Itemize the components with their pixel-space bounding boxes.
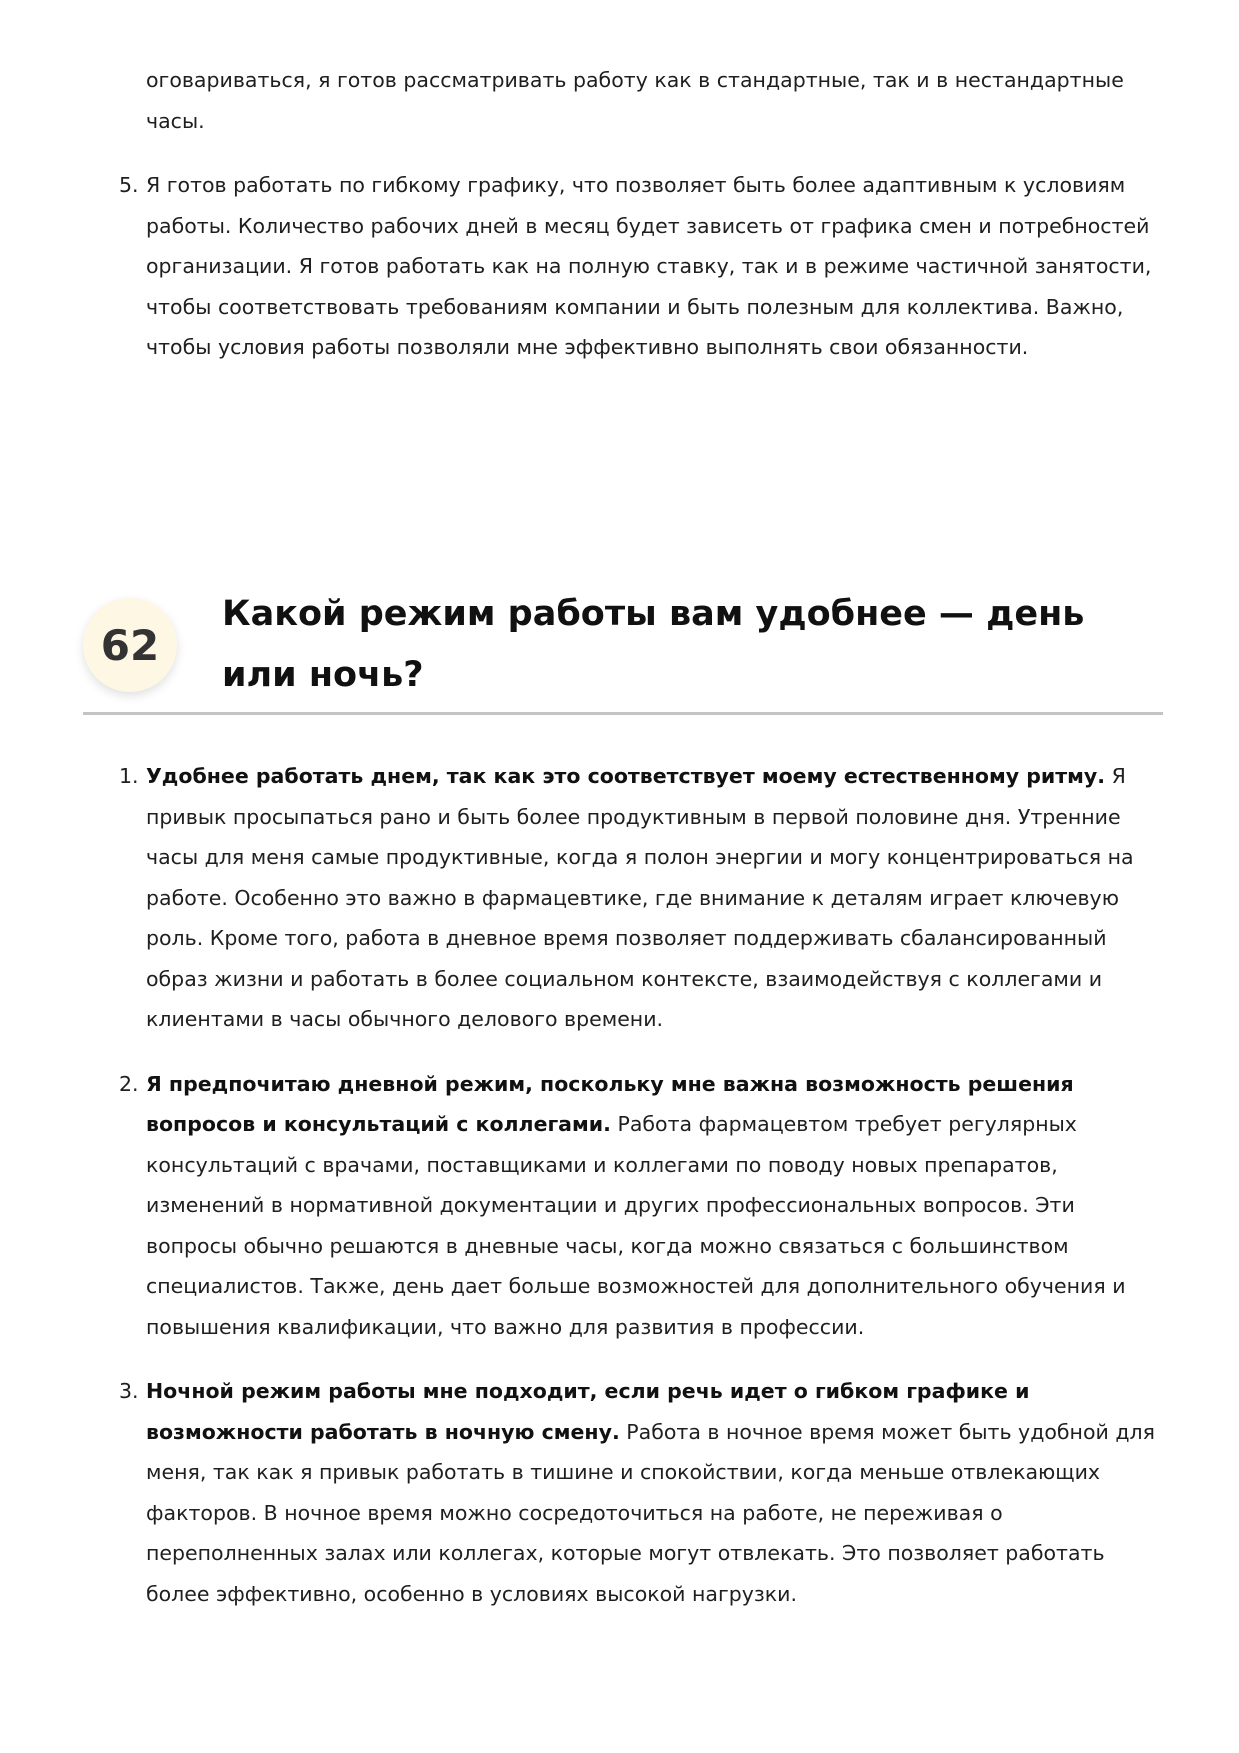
divider: [83, 712, 1163, 715]
question-title: Какой режим работы вам удобнее — день или ночь?: [222, 594, 1085, 695]
list-item: [119, 1064, 1168, 1348]
item-text: Я готов работать по гибкому графику, что позволяет быть более адаптивным к условиям работы. Количество рабочих дней в месяц будет зависеть от графика смен и потребностей организации. Я готов работать как на полную ставку, так и в режиме частичной занятости, чтобы соответствовать требованиям компании и быть полезным для коллектива. Важно, чтобы условия работы позволяли мне эффективно выполнять свои обязанности.: [146, 173, 1152, 359]
item-lead: Ночной режим работы мне подходит, если речь идет о гибком графике и возможности работать в ночную смену.: [146, 1379, 1030, 1444]
item-number: 3.: [119, 1379, 139, 1403]
continuation-text: оговариваться, я готов рассматривать работу как в стандартные, так и в нестандартные часы.: [146, 68, 1124, 133]
list-item: [119, 165, 1168, 368]
previous-answers: [119, 60, 1168, 392]
list-item: [119, 756, 1168, 1040]
item-lead: Я предпочитаю дневной режим, поскольку мне важна возможность решения вопросов и консультаций с коллегами.: [146, 1071, 1074, 1136]
item-text: Я привык просыпаться рано и быть более продуктивным в первой половине дня. Утренние часы для меня самые продуктивные, когда я полон энергии и могу концентрироваться на работе. Особенно это важно в фармацевтике, где внимание к деталям играет ключевую роль. Кроме того, работа в дневное время позволяет поддерживать сбалансированный образ жизни и работать в более социальном контексте, взаимодействуя с коллегами и клиентами в часы обычного делового времени.: [146, 764, 1134, 1031]
item-text: Работа в ночное время может быть удобной для меня, так как я привык работать в тишине и спокойствии, когда меньше отвлекающих факторов. В ночное время можно сосредоточиться на работе, не переживая о переполненных залах или коллегах, которые могут отвлекать. Это позволяет работать более эффективно, особенно в условиях высокой нагрузки.: [146, 1419, 1155, 1606]
list-item: [119, 1371, 1168, 1614]
item-text: Работа фармацевтом требует регулярных консультаций с врачами, поставщиками и коллегами по поводу новых препаратов, изменений в нормативной документации и других профессиональных вопросов. Эти вопросы обычно решаются в дневные часы, когда можно связаться с большинством специалистов. Также, день дает больше возможностей для дополнительного обучения и повышения квалификации, что важно для развития в профессии.: [146, 1112, 1126, 1339]
question-number-badge: 62: [83, 598, 177, 692]
item-number: 5.: [119, 173, 139, 197]
item-number: 1.: [119, 764, 139, 788]
item-number: 2.: [119, 1071, 139, 1096]
item-lead: Удобнее работать днем, так как это соответствует моему естественному ритму.: [146, 764, 1106, 788]
answers-list: [119, 756, 1168, 1638]
